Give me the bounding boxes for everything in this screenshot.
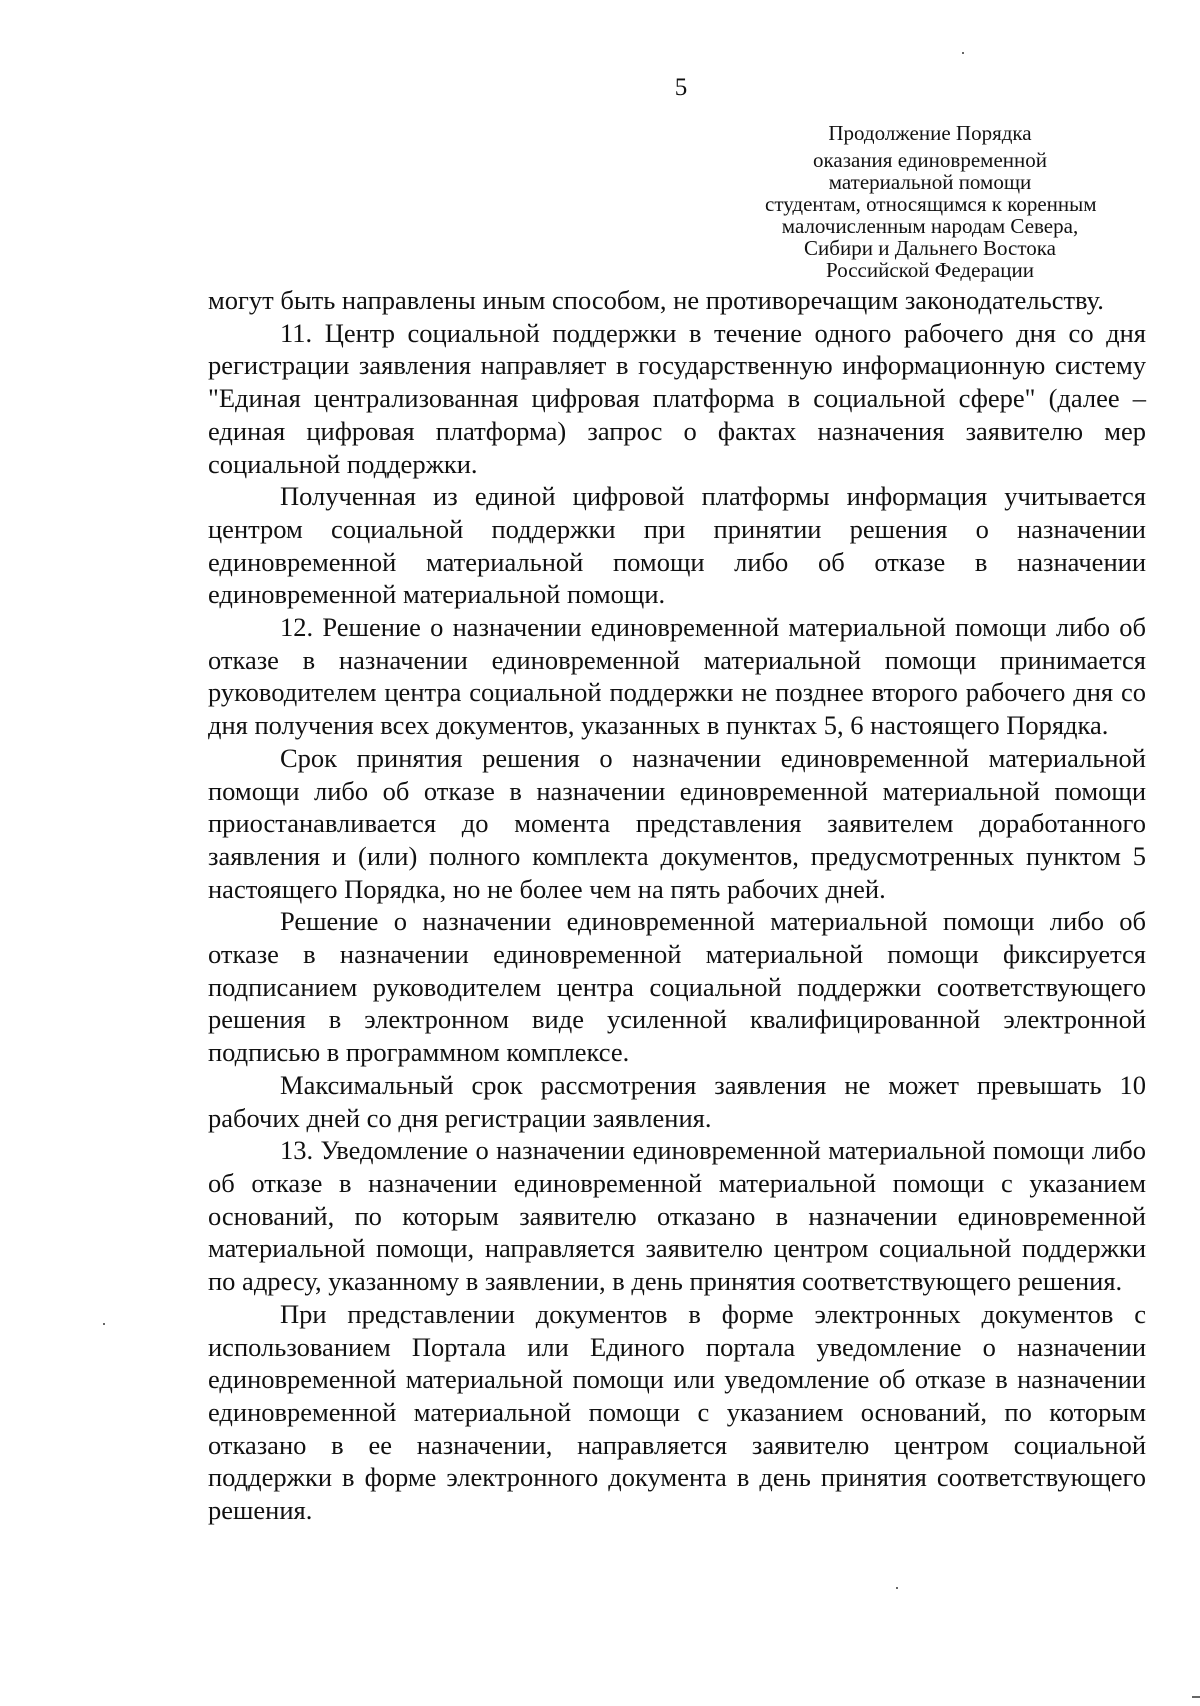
scan-speck bbox=[103, 1323, 105, 1325]
document-body bbox=[208, 284, 1146, 1527]
paragraph: При представлении документов в форме электронных документов с использованием Портала или Единого портала уведомление о назначении единовременной материальной помощи или уведомление об отказе в назначении единовременной материальной помощи с указанием оснований, по которым отказано в ее назначении, направляется заявителю центром социальной поддержки в форме электронного документа в день принятия соответствующего решения. bbox=[208, 1298, 1146, 1526]
header-line: Продолжение Порядка bbox=[828, 121, 1032, 145]
header-continuation-block bbox=[765, 122, 1095, 281]
header-line: малочисленным народам Севера, bbox=[781, 214, 1079, 238]
paragraph: 13. Уведомление о назначении единовременной материальной помощи либо об отказе в назначении единовременной материальной помощи с указанием оснований, по которым заявителю отказано в назначении единовременной материальной помощи, направляется заявителю центром социальной поддержки по адресу, указанному в заявлении, в день принятия соответствующего решения. bbox=[208, 1135, 1146, 1297]
scan-speck bbox=[962, 52, 964, 54]
scan-speck bbox=[1192, 1696, 1200, 1698]
paragraph: Максимальный срок рассмотрения заявления не может превышать 10 рабочих дней со дня регистрации заявления. bbox=[208, 1069, 1146, 1133]
header-line: Российской Федерации bbox=[826, 258, 1034, 282]
page-number: 5 bbox=[674, 74, 688, 101]
paragraph: могут быть направлены иным способом, не противоречащим законодательству. bbox=[208, 285, 1104, 315]
scan-speck bbox=[896, 1587, 898, 1589]
header-line: Сибири и Дальнего Востока bbox=[804, 236, 1056, 260]
paragraph: Полученная из единой цифровой платформы информация учитывается центром социальной поддержки при принятии решения о назначении единовременной материальной помощи либо об отказе в назначении единовременной материальной помощи. bbox=[208, 481, 1146, 610]
header-line: студентам, относящимся к коренным bbox=[765, 192, 1097, 216]
paragraph: Решение о назначении единовременной материальной помощи либо об отказе в назначении единовременной материальной помощи фиксируется подписанием руководителем центра социальной поддержки соответствующего решения в электронном виде усиленной квалифицированной электронной подписью в программном комплексе. bbox=[208, 906, 1146, 1068]
header-line: материальной помощи bbox=[828, 170, 1032, 194]
header-line: оказания единовременной bbox=[813, 148, 1047, 172]
paragraph: Срок принятия решения о назначении единовременной материальной помощи либо об отказе в назначении единовременной материальной помощи приостанавливается до момента представления заявителем доработанного заявления и (или) полного комплекта документов, предусмотренных пунктом 5 настоящего Порядка, но не более чем на пять рабочих дней. bbox=[208, 742, 1146, 904]
paragraph: 12. Решение о назначении единовременной материальной помощи либо об отказе в назначении единовременной материальной помощи принимается руководителем центра социальной поддержки не позднее второго рабочего дня со дня получения всех документов, указанных в пунктах 5, 6 настоящего Порядка. bbox=[208, 612, 1146, 741]
paragraph: 11. Центр социальной поддержки в течение одного рабочего дня со дня регистрации заявления направляет в государственную информационную систему "Единая централизованная цифровая платформа в социальной сфере" (далее – единая цифровая платформа) запрос о фактах назначения заявителю мер социальной поддержки. bbox=[208, 317, 1146, 479]
